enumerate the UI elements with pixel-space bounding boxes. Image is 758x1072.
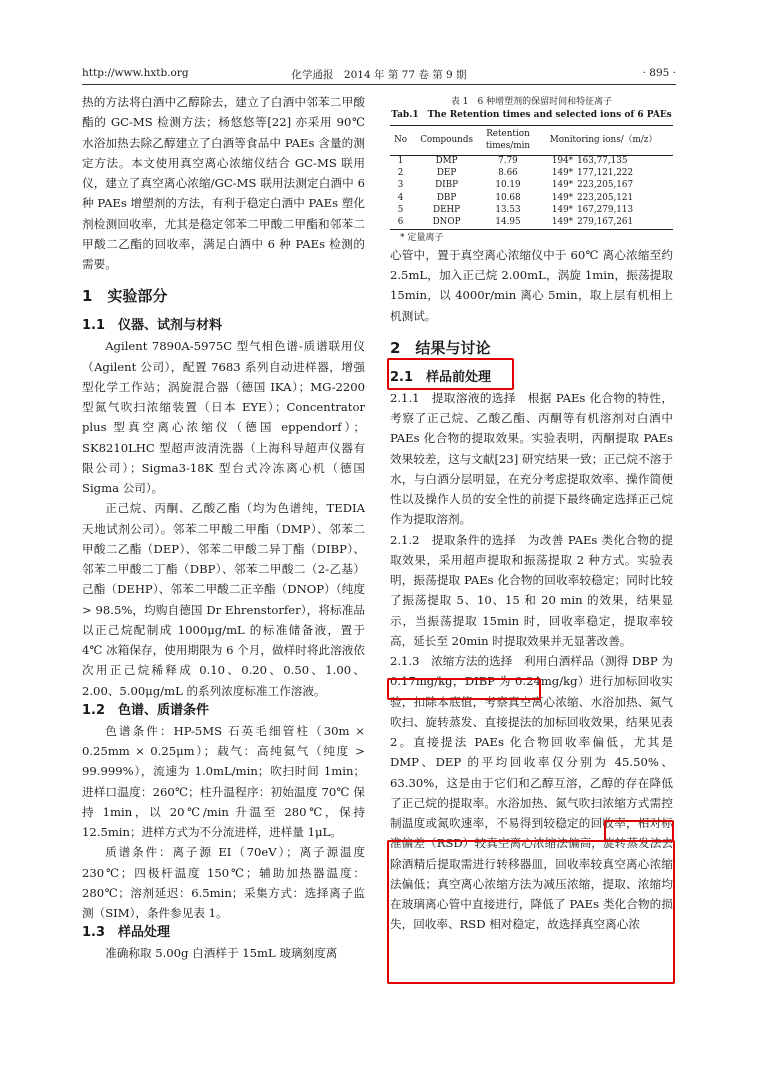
cell-quant-ion: 149*	[551, 180, 574, 191]
cell-retention: 14.95	[482, 217, 534, 229]
reagents-paragraph: 正己烷、丙酮、乙酸乙酯（均为色谱纯，TEDIA 天地试剂公司）。邻苯二甲酸二甲酯（DMP）、邻苯二甲酸二乙酯（DEP）、邻苯二甲酸二异丁酯（DIBP）、邻苯二甲酸二丁酯（DBP）、邻苯二甲酸二（2-乙基）己酯（DEHP）、邻苯二甲酸二正辛酯（DNOP）（纯度 > 98.5%，均购自德国 Dr Ehrenstorfer），将标准品以正己烷配制成 1000μg/mL 的标准储备液，置于 4℃ 冰箱保存，使用期限为 6 个月，做样时将此溶液依次用正己烷稀释成 0.10、0.20、0.50、1.00、2.00、5.00μg/mL 的系列浓度标准工作溶液。	[82, 501, 365, 698]
section-1-2-heading: 1.2 色谱、质谱条件	[82, 702, 210, 718]
running-header	[82, 67, 676, 83]
sample-prep-continued: 心管中，置于真空离心浓缩仪中于 60℃ 离心浓缩至约 2.5mL，加入正己烷 2.00mL，涡旋 1min，振荡提取 15min，以 4000r/min 离心 5min，取上层有机相上机测试。	[390, 247, 673, 323]
cell-quant-ion: 149*	[551, 205, 574, 216]
cell-retention: 7.79	[498, 156, 518, 167]
cell-quant-ion: 149*	[551, 192, 574, 203]
cell-no: 4	[397, 192, 404, 203]
table-row	[390, 168, 673, 180]
page-number: · 895 ·	[642, 67, 676, 79]
cell-retention: 10.19	[495, 180, 521, 191]
cell-compound: DEP	[436, 168, 457, 179]
col-header-compounds: Compounds	[411, 126, 482, 156]
cell-quant-ion: 149*	[534, 217, 575, 229]
cell-quant-ion: 194*	[551, 156, 574, 167]
table-row	[390, 180, 673, 192]
cell-no: 3	[397, 180, 404, 191]
col-header-no: No	[390, 126, 411, 156]
left-column	[82, 92, 365, 964]
table-row	[390, 156, 673, 168]
cell-retention: 10.68	[495, 192, 521, 203]
col-header-retention: Retention times/min	[482, 126, 534, 156]
intro-paragraph: 热的方法将白酒中乙醇除去，建立了白酒中邻苯二甲酸酯的 GC-MS 检测方法；杨悠悠等[22] 亦采用 90℃ 水浴加热去除乙醇建立了白酒等食品中 PAEs 含量的测定方法。本文使用真空离心浓缩仪结合 GC-MS 联用仪，建立了真空离心浓缩/GC-MS 联用法测定白酒中 6 种 PAEs 增塑剂的方法，有利于稳定白酒中 PAEs 塑化剂检测回收率，尤其是稳定邻苯二甲酸二甲酯和邻苯二甲酸二乙酯的回收率，满足白酒中 6 种 PAEs 检测的需要。	[82, 95, 365, 271]
cell-monitor-ions: 279,167,261	[575, 217, 673, 229]
cell-monitor-ions: 163,77,135	[577, 156, 628, 167]
section-1-3-heading: 1.3 样品处理	[82, 925, 171, 941]
col-header-ions: Monitoring ions/（m/z）	[534, 126, 673, 156]
section-1-heading: 1 实验部分	[82, 287, 168, 306]
ms-conditions-paragraph: 质谱条件：离子源 EI（70eV）；离子源温度 230℃；四极杆温度 150℃；辅助加热器温度：280℃；溶剂延迟：6.5min；采集方式：选择离子监测（SIM），条件参见表 1。	[82, 845, 365, 920]
cell-compound: DEHP	[433, 205, 461, 216]
table-row	[390, 192, 673, 204]
cell-no: 2	[397, 168, 404, 179]
concentration-method-paragraph: 2.1.3 浓缩方法的选择 利用白酒样品（测得 DBP 为 0.17mg/kg，DIBP 为 0.24mg/kg）进行加标回收实验，扣除本底值，考察真空离心浓缩、水浴加热、氮气吹扫、旋转蒸发、直接提法的加标回收效果，结果见表 2。直接提法 PAEs 化合物回收率偏低，尤其是 DMP、DEP 的平均回收率仅分别为 45.50%、63.30%，这是由于它们和乙醇互溶，乙醇的存在降低了正己烷的提取率。水浴加热、氮气吹扫浓缩方式需控制温度或氮吹速率，不易得到较稳定的回收率，相对标准偏差（RSD）较真空离心浓缩法偏高，旋转蒸发法去除酒精后提取需进行转移器皿，回收率较真空离心浓缩法偏低；真空离心浓缩方法为减压浓缩，提取、浓缩均在玻璃离心管中直接进行，降低了 PAEs 类化合物的损失，回收率、RSD 相对稳定，故选择真空离心浓	[390, 654, 673, 932]
extraction-solvent-paragraph: 2.1.1 提取溶液的选择 根据 PAEs 化合物的特性，考察了正己烷、乙酸乙酯、丙酮等有机溶剂对白酒中 PAEs 化合物的提取效果。实验表明，丙酮提取 PAEs 效果较差，这与文献[23] 研究结果一致；正己烷不溶于水，与白酒分层明显，在充分考虑提取效率、操作简便性以及操作人员的安全性的前提下最终确定选择正己烷作为提取溶剂。	[390, 390, 673, 527]
sample-prep-paragraph: 准确称取 5.00g 白酒样于 15mL 玻璃刻度离	[105, 946, 338, 961]
instruments-paragraph: Agilent 7890A-5975C 型气相色谱-质谱联用仪（Agilent 公司），配置 7683 系列自动进样器，增强型化学工作站；涡旋混合器（德国 IKA）；MG-2200 型氮气吹扫浓缩装置（日本 EYE）；Concentrator plus 型真空离心浓缩仪（德国 eppendorf）；SK8210LHC 型超声波清洗器（上海科导超声仪器有限公司）；Sigma3-18K 型台式冷冻离心机（德国 Sigma 公司）。	[82, 339, 365, 495]
cell-no: 1	[397, 156, 404, 167]
gc-conditions-paragraph: 色谱条件：HP-5MS 石英毛细管柱（30m × 0.25mm × 0.25μm）；载气：高纯氦气（纯度 > 99.999%），流速为 1.0mL/min；吹扫时间 1min；进样口温度：260℃；柱升温程序：初始温度 70℃ 保持 1min，以 20℃/min 升温至 280℃，保持 12.5min；进样方式为不分流进样，进样量 1μL。	[82, 723, 365, 839]
table-1	[390, 96, 673, 245]
table-1-caption-cn: 表 1 6 种增塑剂的保留时间和特征离子	[450, 97, 613, 107]
table-row	[390, 205, 673, 217]
header-rule	[82, 84, 676, 85]
cell-monitor-ions: 223,205,167	[577, 180, 634, 191]
cell-compound: DNOP	[411, 217, 482, 229]
cell-compound: DMP	[435, 156, 458, 167]
section-2-heading: 2 结果与讨论	[390, 338, 491, 357]
cell-monitor-ions: 223,205,121	[577, 192, 634, 203]
right-column	[390, 92, 673, 935]
cell-compound: DBP	[436, 192, 457, 203]
extraction-conditions-paragraph: 2.1.2 提取条件的选择 为改善 PAEs 类化合物的提取效果，采用超声提取和振荡提取 2 种方式。实验表明，振荡提取 PAEs 化合物的回收率较稳定；同时比较了振荡提取 5、10、15 和 20 min 的效果，结果显示，当振荡提取 15min 时，回收率稳定，提取率较高，延长至 20min 时提取效果并无显著改善。	[390, 532, 673, 648]
cell-retention: 13.53	[495, 205, 521, 216]
table-1-note: * 定量离子	[400, 232, 444, 243]
journal-issue: 化学通报 2014 年 第 77 卷 第 9 期	[291, 69, 467, 81]
table-1-grid	[390, 125, 673, 230]
section-1-1-heading: 1.1 仪器、试剂与材料	[82, 318, 223, 334]
cell-no: 6	[390, 217, 411, 229]
table-1-caption-en: Tab.1 The Retention times and selected ions of 6 PAEs	[391, 110, 672, 120]
section-2-1-heading: 2.1 样品前处理	[390, 369, 492, 385]
table-row	[390, 217, 673, 229]
cell-quant-ion: 149*	[551, 168, 574, 179]
journal-url: http://www.hxtb.org	[82, 67, 189, 79]
cell-retention: 8.66	[498, 168, 518, 179]
cell-compound: DIBP	[435, 180, 459, 191]
cell-no: 5	[397, 205, 404, 216]
cell-monitor-ions: 177,121,222	[577, 168, 634, 179]
cell-monitor-ions: 167,279,113	[577, 205, 634, 216]
